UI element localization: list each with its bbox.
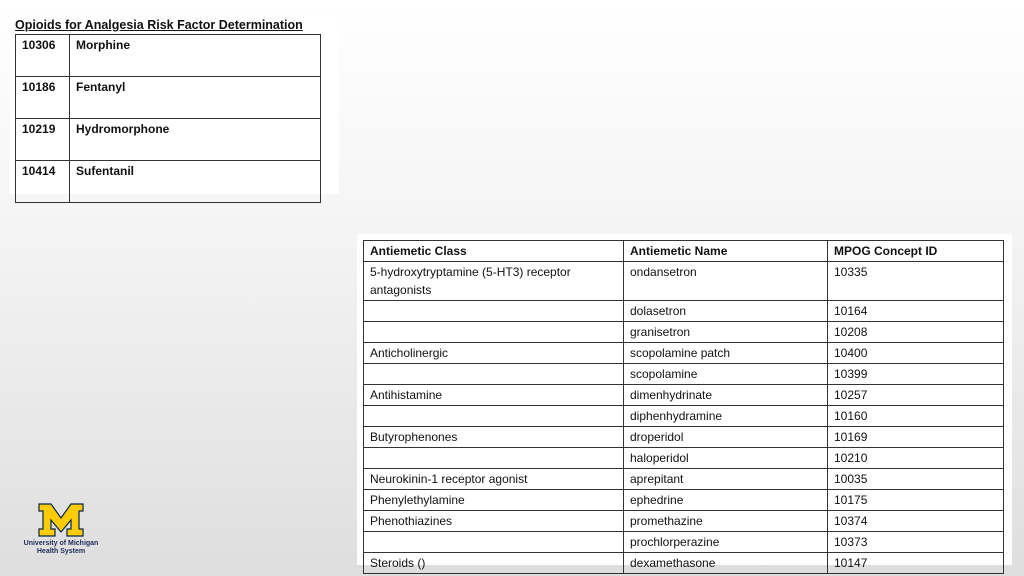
antiemetic-name-cell: droperidol	[624, 427, 828, 448]
antiemetic-name-cell: dolasetron	[624, 301, 828, 322]
block-m-icon	[38, 503, 84, 537]
antiemetic-row	[364, 553, 1004, 574]
antiemetic-name-cell: ephedrine	[624, 490, 828, 511]
antiemetic-name-cell: promethazine	[624, 511, 828, 532]
opioid-code: 10306	[16, 35, 70, 77]
antiemetic-row	[364, 511, 1004, 532]
antiemetic-class-cell: Neurokinin-1 receptor agonist	[364, 469, 624, 490]
header-antiemetic-name: Antiemetic Name	[624, 241, 828, 262]
antiemetic-class-cell: Anticholinergic	[364, 343, 624, 364]
block-m-shape	[39, 504, 83, 536]
opioid-name: Fentanyl	[70, 77, 321, 119]
opioid-code: 10219	[16, 119, 70, 161]
antiemetic-name-cell: ondansetron	[624, 262, 828, 301]
concept-id-cell: 10374	[828, 511, 1004, 532]
opioid-name: Sufentanil	[70, 161, 321, 203]
opioid-code: 10186	[16, 77, 70, 119]
antiemetic-class-cell	[364, 448, 624, 469]
antiemetic-class-cell	[364, 406, 624, 427]
antiemetic-class-cell: 5-hydroxytryptamine (5-HT3) receptor antagonists	[364, 262, 624, 301]
concept-id-cell: 10400	[828, 343, 1004, 364]
antiemetic-class-cell: Steroids ()	[364, 553, 624, 574]
antiemetic-row	[364, 301, 1004, 322]
antiemetic-row	[364, 427, 1004, 448]
antiemetic-class-cell: Phenylethylamine	[364, 490, 624, 511]
antiemetic-class-cell	[364, 364, 624, 385]
antiemetic-class-cell	[364, 301, 624, 322]
concept-id-cell: 10160	[828, 406, 1004, 427]
antiemetic-name-cell: granisetron	[624, 322, 828, 343]
concept-id-cell: 10147	[828, 553, 1004, 574]
concept-id-cell: 10164	[828, 301, 1004, 322]
antiemetic-table-body	[364, 262, 1004, 574]
opioid-code: 10414	[16, 161, 70, 203]
antiemetic-name-cell: prochlorperazine	[624, 532, 828, 553]
antiemetic-header-row	[364, 241, 1004, 262]
antiemetic-class-cell	[364, 322, 624, 343]
concept-id-cell: 10169	[828, 427, 1004, 448]
university-of-michigan-logo	[18, 503, 104, 563]
concept-id-cell: 10208	[828, 322, 1004, 343]
antiemetic-row	[364, 385, 1004, 406]
antiemetic-row	[364, 364, 1004, 385]
antiemetic-row	[364, 343, 1004, 364]
antiemetic-row	[364, 406, 1004, 427]
antiemetic-name-cell: haloperidol	[624, 448, 828, 469]
logo-line-health-system: Health System	[36, 548, 86, 555]
logo-line-university: University of Michigan	[23, 540, 99, 547]
concept-id-cell: 10175	[828, 490, 1004, 511]
opioid-panel	[9, 15, 339, 194]
concept-id-cell: 10373	[828, 532, 1004, 553]
antiemetic-table	[363, 240, 1004, 574]
antiemetic-name-cell: scopolamine	[624, 364, 828, 385]
opioid-row	[16, 77, 321, 119]
antiemetic-row	[364, 469, 1004, 490]
opioid-row	[16, 161, 321, 203]
antiemetic-row	[364, 490, 1004, 511]
antiemetic-name-cell: scopolamine patch	[624, 343, 828, 364]
antiemetic-row	[364, 322, 1004, 343]
opioid-row	[16, 119, 321, 161]
concept-id-cell: 10210	[828, 448, 1004, 469]
antiemetic-row	[364, 532, 1004, 553]
header-concept-id: MPOG Concept ID	[828, 241, 1004, 262]
concept-id-cell: 10335	[828, 262, 1004, 301]
opioid-name: Morphine	[70, 35, 321, 77]
opioid-table	[15, 34, 321, 203]
antiemetic-class-cell: Phenothiazines	[364, 511, 624, 532]
antiemetic-name-cell: dexamethasone	[624, 553, 828, 574]
concept-id-cell: 10035	[828, 469, 1004, 490]
antiemetic-row	[364, 262, 1004, 301]
antiemetic-name-cell: diphenhydramine	[624, 406, 828, 427]
antiemetic-name-cell: dimenhydrinate	[624, 385, 828, 406]
opioid-row	[16, 35, 321, 77]
antiemetic-row	[364, 448, 1004, 469]
antiemetic-panel	[357, 234, 1012, 570]
concept-id-cell: 10257	[828, 385, 1004, 406]
antiemetic-class-cell: Butyrophenones	[364, 427, 624, 448]
opioid-name: Hydromorphone	[70, 119, 321, 161]
antiemetic-name-cell: aprepitant	[624, 469, 828, 490]
antiemetic-class-cell	[364, 532, 624, 553]
header-antiemetic-class: Antiemetic Class	[364, 241, 624, 262]
antiemetic-class-cell: Antihistamine	[364, 385, 624, 406]
opioid-table-title: Opioids for Analgesia Risk Factor Determination	[15, 18, 303, 32]
concept-id-cell: 10399	[828, 364, 1004, 385]
